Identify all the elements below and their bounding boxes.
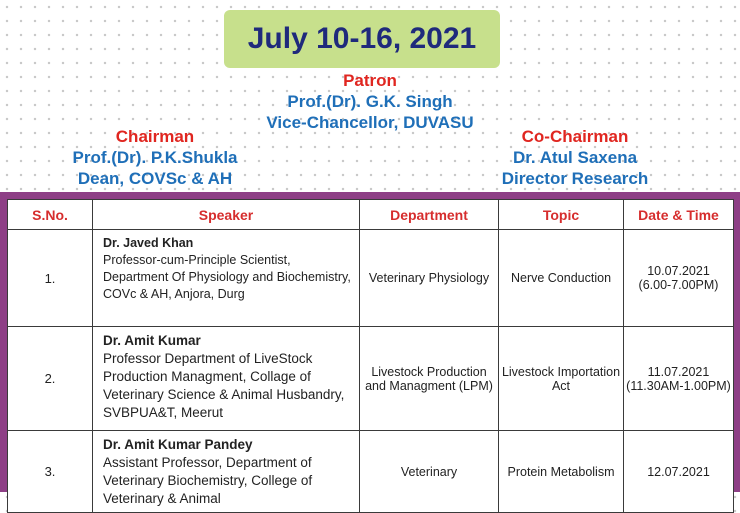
row-speaker — [93, 431, 360, 513]
column-header-date-time: Date & Time — [624, 200, 734, 230]
speaker-name: Dr. Javed Khan — [103, 236, 194, 250]
schedule-frame — [0, 192, 740, 506]
co-chairman-title: Co-Chairman — [521, 127, 629, 146]
row-sno: 1. — [8, 230, 93, 327]
row-date: 12.07.2021 — [647, 464, 710, 479]
row-date-time — [624, 431, 734, 513]
chairman-name: Prof.(Dr). P.K.Shukla — [72, 148, 238, 167]
row-date: 10.07.2021 — [647, 264, 710, 278]
row-department: Livestock Production and Managment (LPM) — [360, 327, 499, 431]
row-sno: 2. — [8, 327, 93, 431]
chairman-designation: Dean, COVSc & AH — [77, 169, 233, 188]
column-header-department: Department — [360, 200, 499, 230]
column-header-topic: Topic — [499, 200, 624, 230]
row-speaker — [93, 230, 360, 327]
row-topic: Livestock Importation Act — [499, 327, 624, 431]
row-date-time — [624, 230, 734, 327]
patron-title: Patron — [343, 71, 397, 90]
schedule-table — [7, 199, 734, 513]
row-date: 11.07.2021 — [647, 364, 710, 379]
chairman-block — [40, 126, 270, 189]
table-header-row — [8, 200, 734, 230]
row-topic: Nerve Conduction — [499, 230, 624, 327]
table-row — [8, 431, 734, 513]
speaker-details: Assistant Professor, Department of Veterinary Biochemistry, College of Veterinary & Animal — [103, 455, 313, 506]
speaker-details: Professor Department of LiveStock Production Managment, Collage of Veterinary Science & Animal Husbandry, SVBPUA&T, Meerut — [103, 351, 345, 420]
speaker-name: Dr. Amit Kumar — [103, 333, 201, 348]
row-speaker — [93, 327, 360, 431]
patron-name: Prof.(Dr). G.K. Singh — [287, 92, 453, 111]
event-date: July 10-16, 2021 — [247, 22, 477, 55]
speaker-name: Dr. Amit Kumar Pandey — [103, 437, 253, 452]
row-date-time — [624, 327, 734, 431]
row-topic: Protein Metabolism — [499, 431, 624, 513]
column-header-speaker: Speaker — [93, 200, 360, 230]
date-banner — [224, 10, 500, 68]
row-time: (6.00-7.00PM) — [638, 278, 719, 292]
table-row — [8, 230, 734, 327]
row-department: Veterinary — [360, 431, 499, 513]
patron-block — [200, 70, 540, 133]
row-sno: 3. — [8, 431, 93, 513]
table-row — [8, 327, 734, 431]
row-time: (11.30AM-1.00PM) — [626, 378, 731, 393]
co-chairman-name: Dr. Atul Saxena — [512, 148, 638, 167]
row-department: Veterinary Physiology — [360, 230, 499, 327]
patron-designation: Vice-Chancellor, DUVASU — [266, 113, 474, 132]
co-chairman-block — [460, 126, 690, 189]
column-header-sno: S.No. — [8, 200, 93, 230]
chairman-title: Chairman — [115, 127, 195, 146]
speaker-details: Professor-cum-Principle Scientist, Department Of Physiology and Biochemistry, COVc & AH, Anjora, Durg — [103, 253, 351, 301]
co-chairman-designation: Director Research — [501, 169, 649, 188]
